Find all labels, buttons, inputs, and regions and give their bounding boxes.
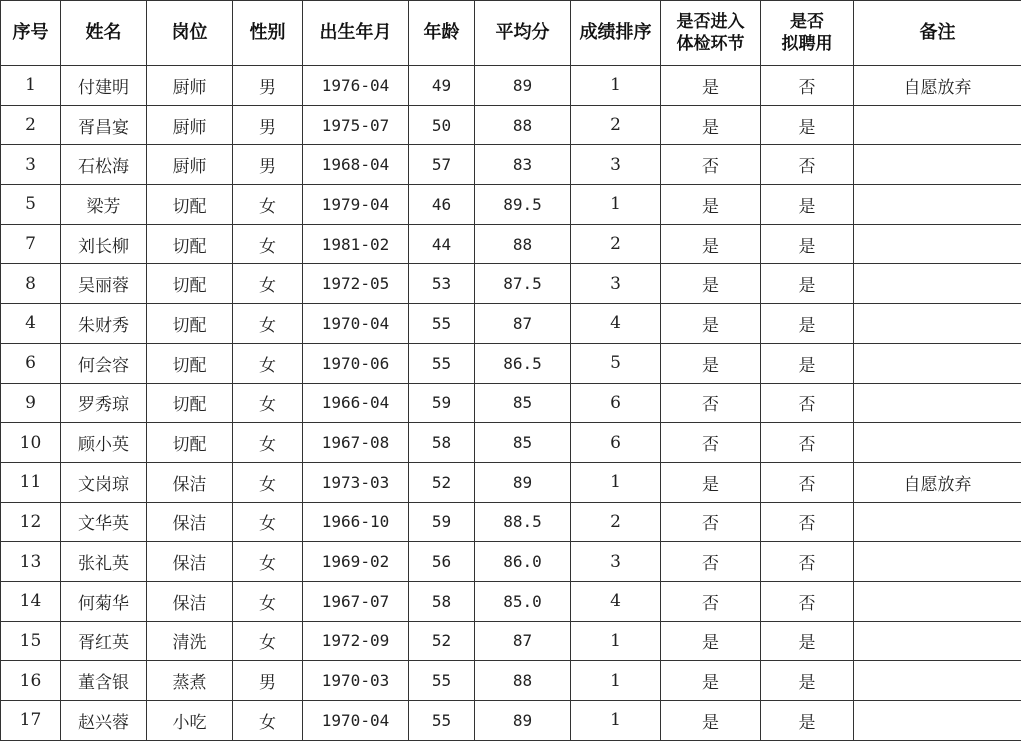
header-cell-average-score: 平均分: [475, 1, 571, 66]
table-row: [1, 462, 1021, 502]
cell-rank: 2: [571, 502, 661, 542]
cell-name: 董含银: [61, 661, 147, 701]
cell-physical-exam: 是: [661, 304, 761, 344]
cell-position: 保洁: [147, 542, 233, 582]
cell-birth-date: 1970-04: [303, 701, 409, 741]
cell-average-score: 89: [475, 66, 571, 106]
cell-physical-exam: 是: [661, 105, 761, 145]
cell-proposed-hire: 否: [761, 423, 854, 463]
cell-proposed-hire: 是: [761, 105, 854, 145]
cell-position: 厨师: [147, 105, 233, 145]
cell-gender: 男: [233, 66, 303, 106]
cell-index: 8: [1, 264, 61, 304]
cell-physical-exam: 否: [661, 542, 761, 582]
cell-average-score: 89: [475, 701, 571, 741]
cell-age: 52: [409, 462, 475, 502]
cell-name: 石松海: [61, 145, 147, 185]
cell-proposed-hire: 是: [761, 224, 854, 264]
cell-average-score: 86.0: [475, 542, 571, 582]
cell-index: 12: [1, 502, 61, 542]
cell-birth-date: 1972-09: [303, 621, 409, 661]
cell-proposed-hire: 是: [761, 264, 854, 304]
cell-average-score: 85: [475, 423, 571, 463]
cell-rank: 3: [571, 145, 661, 185]
cell-proposed-hire: 否: [761, 66, 854, 106]
cell-index: 13: [1, 542, 61, 582]
cell-rank: 1: [571, 661, 661, 701]
cell-gender: 女: [233, 581, 303, 621]
cell-remarks: 自愿放弃: [854, 462, 1021, 502]
cell-physical-exam: 是: [661, 462, 761, 502]
cell-gender: 女: [233, 542, 303, 582]
cell-birth-date: 1968-04: [303, 145, 409, 185]
cell-position: 保洁: [147, 581, 233, 621]
cell-rank: 1: [571, 66, 661, 106]
cell-position: 清洗: [147, 621, 233, 661]
cell-name: 刘长柳: [61, 224, 147, 264]
cell-average-score: 87: [475, 621, 571, 661]
cell-remarks: [854, 661, 1021, 701]
cell-physical-exam: 是: [661, 224, 761, 264]
cell-average-score: 87: [475, 304, 571, 344]
header-cell-physical-exam: 是否进入 体检环节: [661, 1, 761, 66]
cell-index: 17: [1, 701, 61, 741]
cell-index: 2: [1, 105, 61, 145]
header-cell-gender: 性别: [233, 1, 303, 66]
table-row: [1, 621, 1021, 661]
cell-physical-exam: 是: [661, 343, 761, 383]
cell-remarks: [854, 383, 1021, 423]
cell-position: 切配: [147, 264, 233, 304]
cell-index: 7: [1, 224, 61, 264]
header-cell-rank: 成绩排序: [571, 1, 661, 66]
cell-age: 55: [409, 304, 475, 344]
table-row: [1, 105, 1021, 145]
cell-gender: 女: [233, 343, 303, 383]
cell-name: 文华英: [61, 502, 147, 542]
table-row: [1, 661, 1021, 701]
cell-gender: 女: [233, 383, 303, 423]
cell-gender: 女: [233, 304, 303, 344]
cell-birth-date: 1967-08: [303, 423, 409, 463]
cell-proposed-hire: 是: [761, 701, 854, 741]
cell-age: 55: [409, 343, 475, 383]
cell-remarks: [854, 224, 1021, 264]
cell-position: 切配: [147, 224, 233, 264]
cell-proposed-hire: 是: [761, 621, 854, 661]
cell-birth-date: 1966-04: [303, 383, 409, 423]
header-cell-index: 序号: [1, 1, 61, 66]
cell-gender: 男: [233, 661, 303, 701]
cell-rank: 2: [571, 224, 661, 264]
table-row: [1, 66, 1021, 106]
cell-average-score: 85.0: [475, 581, 571, 621]
cell-age: 49: [409, 66, 475, 106]
cell-age: 53: [409, 264, 475, 304]
table-row: [1, 224, 1021, 264]
cell-rank: 3: [571, 264, 661, 304]
cell-index: 3: [1, 145, 61, 185]
table-row: [1, 343, 1021, 383]
cell-position: 切配: [147, 423, 233, 463]
cell-proposed-hire: 否: [761, 581, 854, 621]
cell-birth-date: 1972-05: [303, 264, 409, 304]
cell-rank: 1: [571, 462, 661, 502]
cell-remarks: [854, 145, 1021, 185]
table-row: [1, 304, 1021, 344]
cell-birth-date: 1970-03: [303, 661, 409, 701]
cell-remarks: [854, 105, 1021, 145]
cell-age: 46: [409, 185, 475, 225]
cell-remarks: [854, 581, 1021, 621]
cell-remarks: [854, 343, 1021, 383]
cell-rank: 1: [571, 701, 661, 741]
cell-name: 赵兴蓉: [61, 701, 147, 741]
cell-gender: 女: [233, 462, 303, 502]
cell-rank: 3: [571, 542, 661, 582]
cell-physical-exam: 是: [661, 66, 761, 106]
header-cell-proposed-hire: 是否 拟聘用: [761, 1, 854, 66]
cell-remarks: [854, 423, 1021, 463]
cell-index: 6: [1, 343, 61, 383]
cell-average-score: 89.5: [475, 185, 571, 225]
cell-physical-exam: 否: [661, 383, 761, 423]
cell-birth-date: 1970-04: [303, 304, 409, 344]
cell-index: 1: [1, 66, 61, 106]
cell-birth-date: 1969-02: [303, 542, 409, 582]
cell-remarks: 自愿放弃: [854, 66, 1021, 106]
cell-rank: 4: [571, 581, 661, 621]
cell-position: 保洁: [147, 502, 233, 542]
cell-name: 张礼英: [61, 542, 147, 582]
table-row: [1, 542, 1021, 582]
header-row: [1, 1, 1021, 66]
cell-gender: 女: [233, 423, 303, 463]
header-cell-birth-date: 出生年月: [303, 1, 409, 66]
cell-remarks: [854, 542, 1021, 582]
cell-physical-exam: 是: [661, 264, 761, 304]
cell-birth-date: 1966-10: [303, 502, 409, 542]
cell-remarks: [854, 621, 1021, 661]
cell-index: 16: [1, 661, 61, 701]
cell-age: 56: [409, 542, 475, 582]
cell-birth-date: 1973-03: [303, 462, 409, 502]
cell-birth-date: 1975-07: [303, 105, 409, 145]
cell-proposed-hire: 否: [761, 383, 854, 423]
cell-birth-date: 1967-07: [303, 581, 409, 621]
cell-physical-exam: 否: [661, 145, 761, 185]
cell-position: 切配: [147, 383, 233, 423]
cell-remarks: [854, 264, 1021, 304]
cell-name: 梁芳: [61, 185, 147, 225]
cell-proposed-hire: 否: [761, 542, 854, 582]
cell-index: 15: [1, 621, 61, 661]
cell-age: 44: [409, 224, 475, 264]
table-row: [1, 701, 1021, 741]
cell-average-score: 88: [475, 105, 571, 145]
cell-proposed-hire: 是: [761, 661, 854, 701]
cell-gender: 女: [233, 502, 303, 542]
cell-rank: 1: [571, 185, 661, 225]
cell-age: 55: [409, 661, 475, 701]
cell-average-score: 88.5: [475, 502, 571, 542]
cell-gender: 女: [233, 621, 303, 661]
cell-average-score: 88: [475, 224, 571, 264]
cell-position: 切配: [147, 343, 233, 383]
table-row: [1, 423, 1021, 463]
cell-position: 小吃: [147, 701, 233, 741]
cell-birth-date: 1979-04: [303, 185, 409, 225]
table-row: [1, 502, 1021, 542]
table-row: [1, 145, 1021, 185]
cell-physical-exam: 是: [661, 661, 761, 701]
cell-birth-date: 1970-06: [303, 343, 409, 383]
header-cell-remarks: 备注: [854, 1, 1021, 66]
cell-name: 朱财秀: [61, 304, 147, 344]
cell-age: 50: [409, 105, 475, 145]
cell-remarks: [854, 701, 1021, 741]
cell-index: 11: [1, 462, 61, 502]
cell-physical-exam: 否: [661, 502, 761, 542]
cell-name: 顾小英: [61, 423, 147, 463]
table-row: [1, 383, 1021, 423]
table-row: [1, 264, 1021, 304]
cell-position: 切配: [147, 185, 233, 225]
cell-proposed-hire: 否: [761, 502, 854, 542]
header-cell-age: 年龄: [409, 1, 475, 66]
cell-age: 59: [409, 383, 475, 423]
cell-proposed-hire: 是: [761, 185, 854, 225]
cell-index: 5: [1, 185, 61, 225]
cell-name: 何会容: [61, 343, 147, 383]
header-cell-name: 姓名: [61, 1, 147, 66]
cell-physical-exam: 是: [661, 185, 761, 225]
cell-proposed-hire: 否: [761, 145, 854, 185]
cell-gender: 女: [233, 701, 303, 741]
cell-index: 4: [1, 304, 61, 344]
cell-position: 蒸煮: [147, 661, 233, 701]
cell-remarks: [854, 502, 1021, 542]
cell-average-score: 88: [475, 661, 571, 701]
cell-name: 胥昌宴: [61, 105, 147, 145]
cell-proposed-hire: 否: [761, 462, 854, 502]
table-row: [1, 581, 1021, 621]
cell-position: 切配: [147, 304, 233, 344]
cell-age: 57: [409, 145, 475, 185]
cell-average-score: 86.5: [475, 343, 571, 383]
cell-age: 58: [409, 423, 475, 463]
table-row: [1, 185, 1021, 225]
cell-index: 14: [1, 581, 61, 621]
cell-rank: 2: [571, 105, 661, 145]
cell-gender: 女: [233, 224, 303, 264]
cell-gender: 男: [233, 105, 303, 145]
cell-gender: 女: [233, 185, 303, 225]
cell-index: 9: [1, 383, 61, 423]
cell-position: 厨师: [147, 145, 233, 185]
cell-average-score: 85: [475, 383, 571, 423]
cell-gender: 男: [233, 145, 303, 185]
cell-rank: 6: [571, 383, 661, 423]
cell-average-score: 87.5: [475, 264, 571, 304]
cell-position: 厨师: [147, 66, 233, 106]
cell-name: 文岗琼: [61, 462, 147, 502]
cell-gender: 女: [233, 264, 303, 304]
cell-physical-exam: 是: [661, 701, 761, 741]
cell-rank: 5: [571, 343, 661, 383]
cell-age: 55: [409, 701, 475, 741]
cell-name: 罗秀琼: [61, 383, 147, 423]
cell-rank: 4: [571, 304, 661, 344]
cell-physical-exam: 否: [661, 581, 761, 621]
table-body: [1, 66, 1021, 741]
cell-physical-exam: 是: [661, 621, 761, 661]
cell-name: 吴丽蓉: [61, 264, 147, 304]
cell-physical-exam: 否: [661, 423, 761, 463]
header-cell-position: 岗位: [147, 1, 233, 66]
cell-name: 胥红英: [61, 621, 147, 661]
cell-birth-date: 1981-02: [303, 224, 409, 264]
cell-remarks: [854, 304, 1021, 344]
cell-proposed-hire: 是: [761, 304, 854, 344]
cell-name: 何菊华: [61, 581, 147, 621]
cell-position: 保洁: [147, 462, 233, 502]
cell-remarks: [854, 185, 1021, 225]
cell-age: 59: [409, 502, 475, 542]
cell-birth-date: 1976-04: [303, 66, 409, 106]
cell-rank: 1: [571, 621, 661, 661]
cell-name: 付建明: [61, 66, 147, 106]
cell-average-score: 89: [475, 462, 571, 502]
cell-age: 58: [409, 581, 475, 621]
cell-rank: 6: [571, 423, 661, 463]
cell-proposed-hire: 是: [761, 343, 854, 383]
cell-average-score: 83: [475, 145, 571, 185]
cell-age: 52: [409, 621, 475, 661]
cell-index: 10: [1, 423, 61, 463]
